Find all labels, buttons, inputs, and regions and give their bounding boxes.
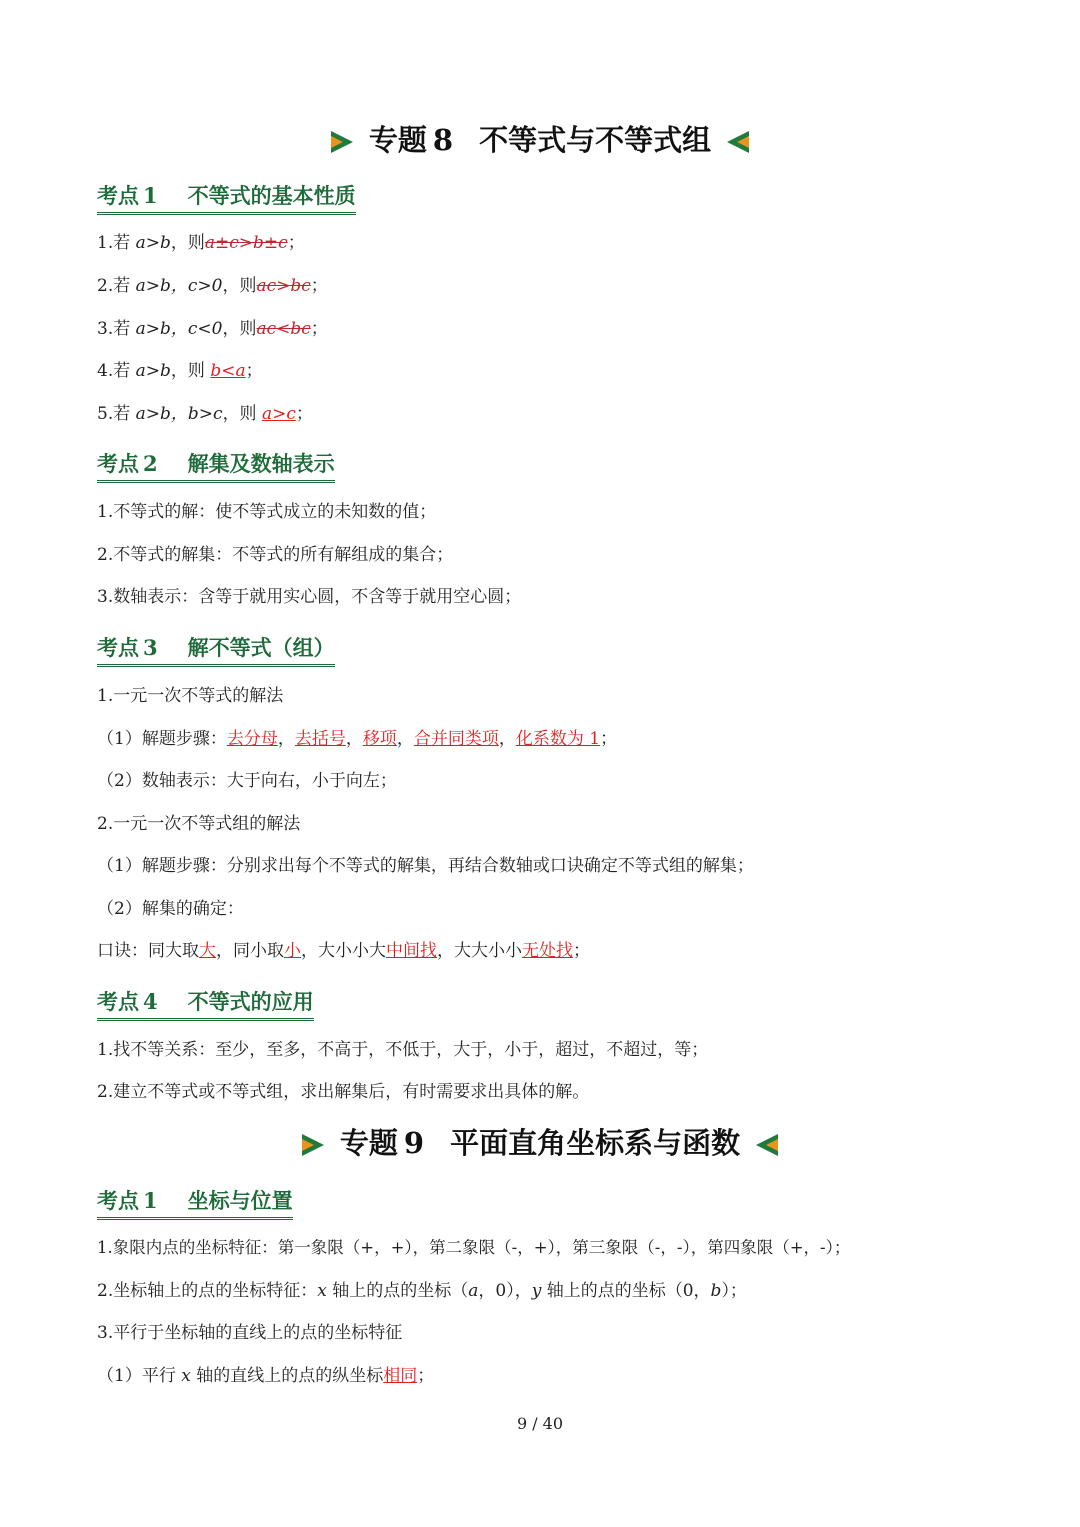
application-line-2: 2.建立不等式或不等式组，求出解集后，有时需要求出具体的解。 xyxy=(97,1082,590,1102)
parallel-heading: 3.平行于坐标轴的直线上的点的坐标特征 xyxy=(97,1323,403,1343)
topic-8-title: 专题 8 不等式与不等式组 xyxy=(0,120,1080,160)
axis-point-line: 2.坐标轴上的点的坐标特征：x 轴上的点的坐标（a，0），y 轴上的点的坐标（0，b）； xyxy=(97,1281,747,1301)
application-line-1: 1.找不等关系：至少，至多，不高于，不低于，大于，小于，超过，不超过，等； xyxy=(97,1040,709,1060)
parallel-x-line: （1）平行 x 轴的直线上的点的纵坐标相同； xyxy=(97,1366,435,1386)
solution-line-2: 2.不等式的解集：不等式的所有解组成的集合； xyxy=(97,545,454,565)
left-arrow-icon xyxy=(727,131,749,153)
section-heading-t8k4: 考点 4 不等式的应用 xyxy=(97,988,314,1021)
topic-9-title: 专题 9 平面直角坐标系与函数 xyxy=(0,1123,1080,1163)
mnemonic-line: 口诀：同大取大，同小取小，大小小大中间找，大大小小无处找； xyxy=(97,941,590,961)
left-arrow-icon xyxy=(756,1134,778,1156)
method-steps: （1）解题步骤：去分母，去括号，移项，合并同类项，化系数为 1； xyxy=(97,729,618,749)
quadrant-line: 1.象限内点的坐标特征：第一象限（+，+），第二象限（-，+），第三象限（-，-），第四象限（+，-）； xyxy=(97,1238,851,1257)
method-heading-2: 2.一元一次不等式组的解法 xyxy=(97,814,301,834)
method-heading-1: 1.一元一次不等式的解法 xyxy=(97,686,284,706)
right-arrow-icon xyxy=(331,131,353,153)
page-number: 9 / 40 xyxy=(516,1414,564,1433)
property-line-3: 3.若 a>b，c<0，则ac<bc； xyxy=(97,319,328,339)
property-line-1: 1.若 a>b，则a±c>b±c； xyxy=(97,233,305,253)
solution-line-3: 3.数轴表示：含等于就用实心圆，不含等于就用空心圆； xyxy=(97,587,522,607)
system-steps: （1）解题步骤：分别求出每个不等式的解集，再结合数轴或口诀确定不等式组的解集； xyxy=(97,856,754,876)
property-line-4: 4.若 a>b，则 b<a； xyxy=(97,361,263,381)
method-number-line: （2）数轴表示：大于向右，小于向左； xyxy=(97,771,397,791)
section-heading-t8k3: 考点 3 解不等式（组） xyxy=(97,634,335,667)
section-heading-t8k1: 考点 1 不等式的基本性质 xyxy=(97,182,356,215)
property-line-2: 2.若 a>b，c>0，则ac>bc； xyxy=(97,276,328,296)
solution-set-determination: （2）解集的确定： xyxy=(97,899,244,919)
solution-line-1: 1.不等式的解：使不等式成立的未知数的值； xyxy=(97,502,437,522)
property-line-5: 5.若 a>b，b>c，则 a>c； xyxy=(97,404,313,424)
right-arrow-icon xyxy=(302,1134,324,1156)
section-heading-t9k1: 考点 1 坐标与位置 xyxy=(97,1187,293,1220)
section-heading-t8k2: 考点 2 解集及数轴表示 xyxy=(97,450,335,483)
